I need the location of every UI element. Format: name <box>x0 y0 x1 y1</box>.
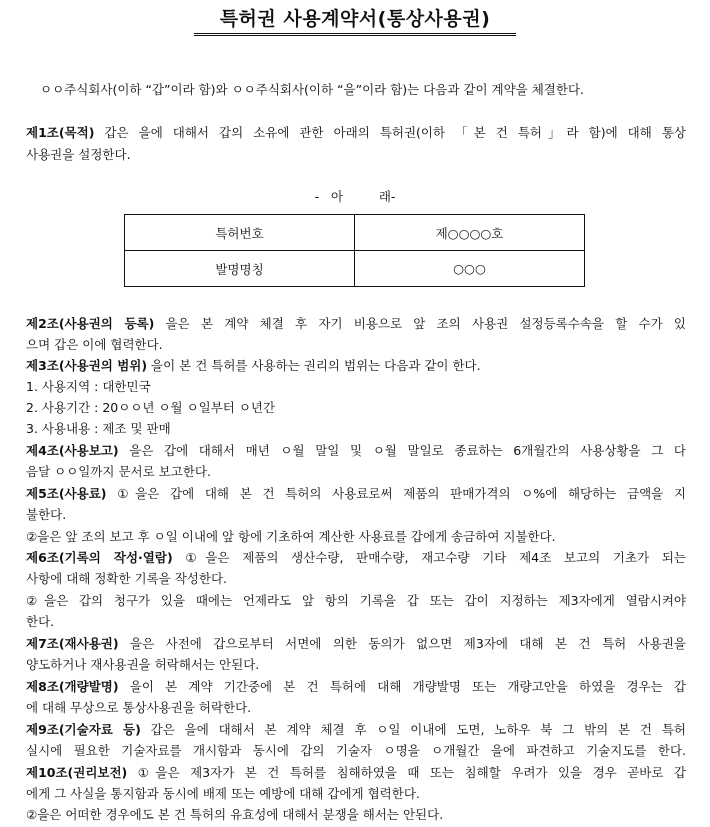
article3-item1: 1. 사용지역 : 대한민국 <box>26 379 151 394</box>
article10-heading: 제10조(권리보전) <box>26 765 128 780</box>
patent-number-value: 제○○○○호 <box>355 215 585 251</box>
article9-line1: 제9조(기술자료 등) 갑은 을에 대해서 본 계약 체결 후 ㅇ일 이내에 도면, 노하우 북 그 밖의 본 건 특허 <box>26 722 686 737</box>
article10-line3: ②을은 어떠한 경우에도 본 건 특허의 유효성에 대해서 분쟁을 해서는 안된다. <box>26 807 444 822</box>
article6-line2: 사항에 대해 정확한 기록을 작성한다. <box>26 571 227 586</box>
article5-heading: 제5조(사용료) <box>26 486 107 501</box>
article10-line2: 에게 그 사실을 통지함과 동시에 배제 또는 예방에 대해 갑에게 협력한다. <box>26 786 420 801</box>
article5-line1: 제5조(사용료) ①을은 갑에 대해 본 건 특허의 사용료로써 제품의 판매가격의 ㅇ%에 해당하는 금액을 지 <box>26 486 686 501</box>
article7-line2: 양도하거나 재사용권을 허락해서는 안된다. <box>26 657 260 672</box>
article8-line2: 에 대해 무상으로 통상사용권을 허락한다. <box>26 700 252 715</box>
article2-line2: 으며 갑은 이에 협력한다. <box>26 337 163 352</box>
document-title: 특허권 사용계약서(통상사용권) <box>0 4 710 36</box>
article5-line2: 불한다. <box>26 507 67 522</box>
article6-line1: 제6조(기록의 작성·열람) ①을은 제품의 생산수량, 판매수량, 재고수량 기타 제4조 보고의 기초가 되는 <box>26 550 686 565</box>
article3-heading: 제3조(사용권의 범위) <box>26 358 148 373</box>
table-row <box>125 251 585 287</box>
article1-line2: 사용권을 설정한다. <box>26 147 131 162</box>
article1-line1: 제1조(목적) 갑은 을에 대해서 갑의 소유에 관한 아래의 특허권(이하 「본 건 특허」라 함)에 대해 통상 <box>26 125 686 140</box>
article3-item3: 3. 사용내용 : 제조 및 판매 <box>26 421 171 436</box>
invention-name-value: ○○○ <box>355 251 585 287</box>
patent-info-table <box>124 214 585 287</box>
article1-heading: 제1조(목적) <box>26 125 95 140</box>
article3-line1: 제3조(사용권의 범위) 을이 본 건 특허를 사용하는 권리의 범위는 다음과 같이 한다. <box>26 358 481 373</box>
patent-number-label: 특허번호 <box>125 215 355 251</box>
article7-heading: 제7조(재사용권) <box>26 636 119 651</box>
table-row <box>125 215 585 251</box>
article8-line1: 제8조(개량발명) 을이 본 계약 기간중에 본 건 특허에 대해 개량발명 또는 개량고안을 하였을 경우는 갑 <box>26 679 686 694</box>
article6-line4: 한다. <box>26 614 55 629</box>
article8-heading: 제8조(개량발명) <box>26 679 119 694</box>
article4-line1: 제4조(사용보고) 을은 갑에 대해서 매년 ㅇ월 말일 및 ㅇ월 말일로 종료하는 6개월간의 사용상황을 그 다 <box>26 443 686 458</box>
article4-heading: 제4조(사용보고) <box>26 443 119 458</box>
article6-heading: 제6조(기록의 작성·열람) <box>26 550 173 565</box>
article10-line1: 제10조(권리보전) ①을은 제3자가 본 건 특허를 침해하였을 때 또는 침해할 우려가 있을 경우 곧바로 갑 <box>26 765 686 780</box>
article9-line2: 실시에 필요한 기술자료를 개시함과 동시에 갑의 기술자 ㅇ명을 ㅇ개월간 을에 파견하고 기술지도를 한다. <box>26 743 686 758</box>
article5-line3: ②을은 앞 조의 보고 후 ㅇ일 이내에 앞 항에 기초하여 계산한 사용료를 갑에게 송금하여 지불한다. <box>26 529 556 544</box>
preamble: ㅇㅇ주식회사(이하 “갑”이라 함)와 ㅇㅇ주식회사(이하 “을”이라 함)는 다음과 같이 계약을 체결한다. <box>40 82 584 97</box>
article3-item2: 2. 사용기간 : 20ㅇㅇ년 ㅇ월 ㅇ일부터 ㅇ년간 <box>26 400 276 415</box>
article7-line1: 제7조(재사용권) 을은 사전에 갑으로부터 서면에 의한 동의가 없으면 제3자에 대해 본 건 특허 사용권을 <box>26 636 686 651</box>
article2-line1: 제2조(사용권의 등록) 을은 본 계약 체결 후 자기 비용으로 앞 조의 사용권 설정등록수속을 할 수가 있 <box>26 316 686 331</box>
article2-heading: 제2조(사용권의 등록) <box>26 316 155 331</box>
article4-line2: 음달 ㅇㅇ일까지 문서로 보고한다. <box>26 464 211 479</box>
article9-heading: 제9조(기술자료 등) <box>26 722 141 737</box>
article6-line3: ②을은 갑의 청구가 있을 때에는 언제라도 앞 항의 기록을 갑 또는 갑이 지정하는 제3자에게 열람시켜야 <box>26 593 686 608</box>
divider-label: - 아 래- <box>314 189 396 204</box>
invention-name-label: 발명명칭 <box>125 251 355 287</box>
